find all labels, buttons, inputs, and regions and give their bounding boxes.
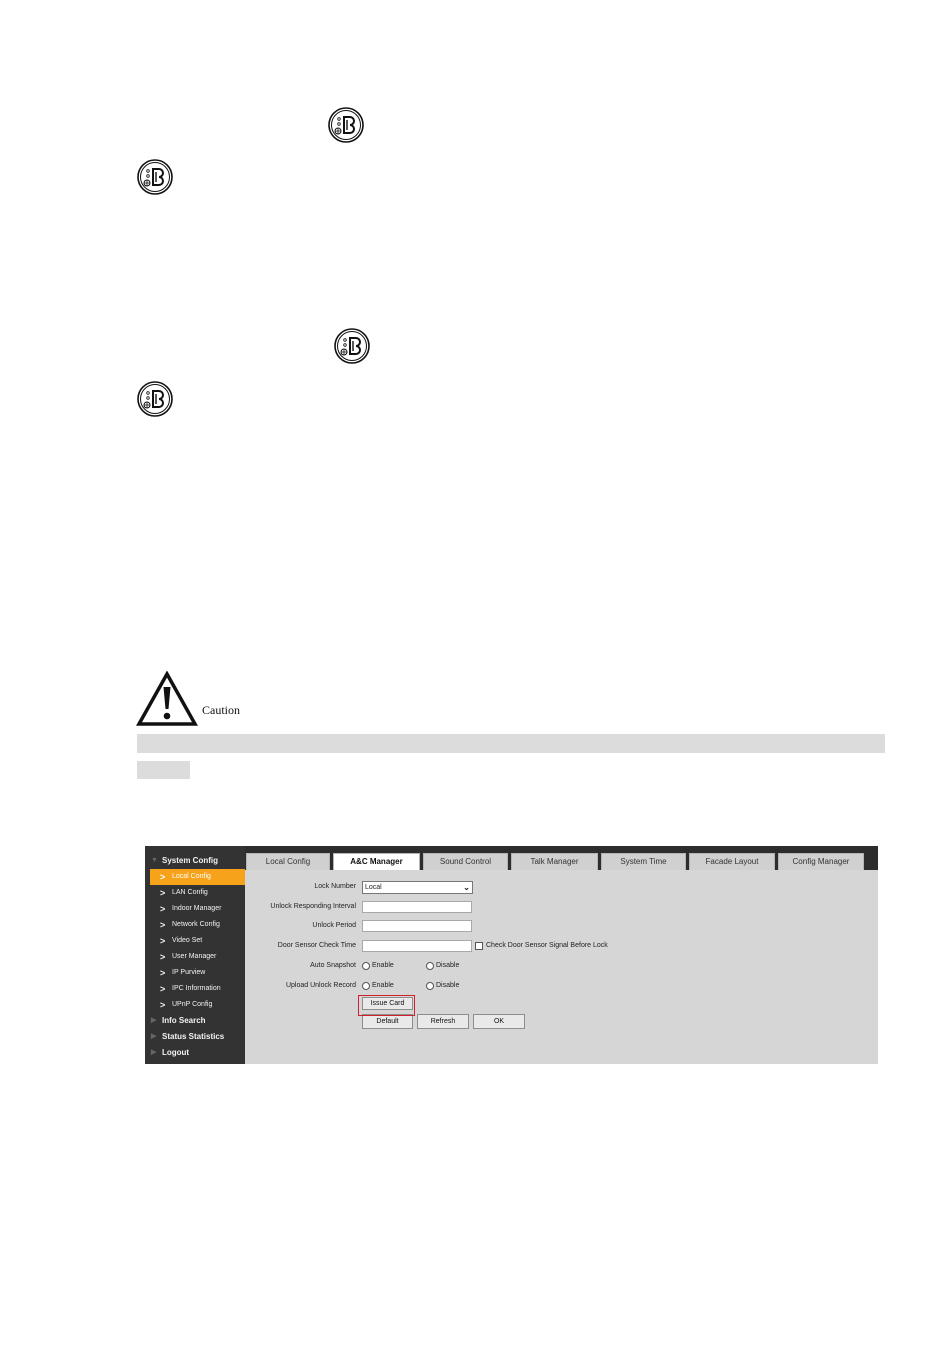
unlock-responding-interval-label: Unlock Responding Interval [270, 903, 356, 910]
upload-unlock-enable-label: Enable [372, 982, 394, 989]
caution-label: Caution [202, 703, 240, 717]
collapsed-triangle-icon: ▶ [151, 1017, 157, 1024]
sidebar-system-config[interactable]: ▼ System Config [145, 853, 245, 869]
chevron-down-icon: ⌄ [463, 883, 470, 892]
chevron-right-icon: > [160, 936, 166, 946]
sidebar-item-network-config[interactable]: > Network Config [145, 917, 245, 933]
bell-button-icon [333, 327, 371, 365]
tab-facade-layout[interactable]: Facade Layout [689, 853, 775, 870]
unlock-responding-interval-field[interactable] [362, 901, 472, 913]
auto-snapshot-label: Auto Snapshot [310, 962, 356, 969]
caution-icon [136, 671, 198, 727]
ac-manager-form [245, 870, 878, 1064]
auto-snapshot-enable-radio[interactable] [362, 962, 370, 970]
sidebar-item-video-set[interactable]: > Video Set [145, 933, 245, 949]
collapsed-triangle-icon: ▶ [151, 1033, 157, 1040]
sidebar-item-ipc-information[interactable]: > IPC Information [145, 981, 245, 997]
tab-config-manager[interactable]: Config Manager [778, 853, 864, 870]
sidebar-item-upnp-config[interactable]: > UPnP Config [145, 997, 245, 1013]
chevron-right-icon: > [160, 984, 166, 994]
chevron-right-icon: > [160, 952, 166, 962]
upload-unlock-disable-radio[interactable] [426, 982, 434, 990]
unlock-period-field[interactable] [362, 920, 472, 932]
issue-card-highlight-box [358, 995, 415, 1016]
upload-unlock-record-label: Upload Unlock Record [285, 982, 356, 989]
chevron-right-icon: > [160, 872, 166, 882]
sidebar-item-indoor-manager[interactable]: > Indoor Manager [145, 901, 245, 917]
tab-sound-control[interactable]: Sound Control [423, 853, 508, 870]
sidebar-item-user-manager[interactable]: > User Manager [145, 949, 245, 965]
sidebar-item-ip-purview[interactable]: > IP Purview [145, 965, 245, 981]
bell-button-icon [327, 106, 365, 144]
default-button[interactable]: Default [362, 1014, 413, 1029]
sidebar-info-search[interactable]: ▶ Info Search [145, 1013, 245, 1029]
tab-system-time[interactable]: System Time [601, 853, 686, 870]
sidebar [145, 846, 245, 1064]
expand-triangle-icon: ▼ [151, 857, 158, 864]
lock-number-select[interactable]: Local ⌄ [362, 881, 473, 894]
issue-card-button[interactable]: Issue Card [362, 997, 413, 1010]
sidebar-item-lan-config[interactable]: > LAN Config [145, 885, 245, 901]
sidebar-item-local-config[interactable]: > Local Config [150, 869, 245, 885]
tab-talk-manager[interactable]: Talk Manager [511, 853, 598, 870]
upload-unlock-enable-radio[interactable] [362, 982, 370, 990]
sidebar-status-statistics[interactable]: ▶ Status Statistics [145, 1029, 245, 1045]
ac-manager-screenshot [145, 846, 878, 1064]
tab-ac-manager[interactable]: A&C Manager [333, 853, 420, 870]
chevron-right-icon: > [160, 888, 166, 898]
bell-button-icon [136, 158, 174, 196]
redacted-text-line [137, 761, 190, 779]
chevron-right-icon: > [160, 904, 166, 914]
bell-button-icon [136, 380, 174, 418]
chevron-right-icon: > [160, 1000, 166, 1010]
door-sensor-check-time-label: Door Sensor Check Time [277, 942, 356, 949]
check-door-sensor-label: Check Door Sensor Signal Before Lock [486, 942, 608, 949]
auto-snapshot-disable-radio[interactable] [426, 962, 434, 970]
chevron-right-icon: > [160, 968, 166, 978]
tab-local-config[interactable]: Local Config [246, 853, 330, 870]
chevron-right-icon: > [160, 920, 166, 930]
ok-button[interactable]: OK [473, 1014, 525, 1029]
lock-number-label: Lock Number [314, 883, 356, 890]
sidebar-logout[interactable]: ▶ Logout [145, 1045, 245, 1061]
collapsed-triangle-icon: ▶ [151, 1049, 157, 1056]
redacted-text-line [137, 734, 885, 753]
upload-unlock-disable-label: Disable [436, 982, 460, 989]
check-door-sensor-checkbox[interactable] [475, 942, 483, 950]
auto-snapshot-disable-label: Disable [436, 962, 460, 969]
auto-snapshot-enable-label: Enable [372, 962, 394, 969]
refresh-button[interactable]: Refresh [417, 1014, 469, 1029]
unlock-period-label: Unlock Period [312, 922, 356, 929]
door-sensor-check-time-field[interactable] [362, 940, 472, 952]
